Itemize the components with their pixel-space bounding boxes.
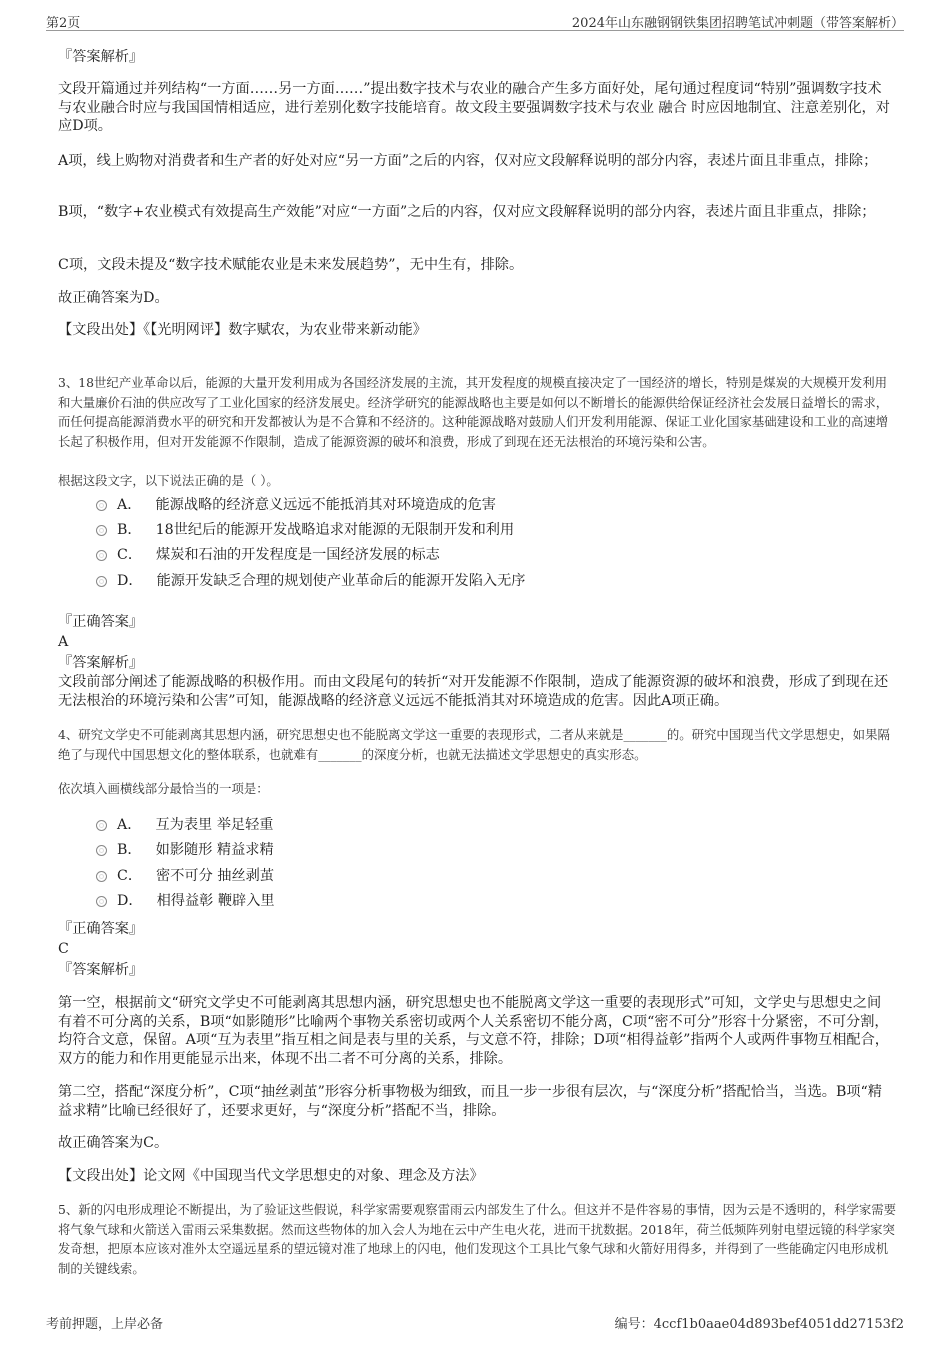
question-stem: 3、18世纪产业革命以后，能源的大量开发利用成为各国经济发展的主流，其开发程度的规模直接决定了一国经济的增长，特别是煤炭的大规模开发利用和大量廉价石油的供应改写了工业化国家的经济发展史。经济学研究的能源战略也主要是如何以不断增长的能源供给保证经济社会发展日益增长的需求，而任何提高能源消费水平的研究和开发都被认为是不合算和不经济的。这种能源战略对鼓励人们开发利用能源、保证工业化国家基础建设和工业的高速增长起了积极作用，但对开发能源不作限制，造成了能源资源的破坏和浪费，形成了到现在还无法根治的环境污染和公害。 (58, 375, 889, 449)
radio-icon[interactable] (96, 576, 107, 587)
radio-icon[interactable] (96, 500, 107, 511)
analysis-paragraph: 第一空，根据前文“研究文学史不可能剥离其思想内涵，研究思想史也不能脱离文学这一重要的表现形式”可知，文学史与思想史之间有着不可分离的关系，B项“如影随形”比喻两个事物关系密切或两个人关系密切不能分离，C项“密不可分”形容十分紧密，不可分割，均符合文意，保留。A项“互为表里”指互相之间是表与里的关系，与文意不符，排除；D项“相得益彰”指两个人或两件事物互相配合，双方的能力和作用更能显示出来，体现不出二者不可分离的关系，排除。 (58, 995, 889, 1067)
option-b[interactable]: B． 18世纪后的能源开发战略追求对能源的无限制开发和利用 (96, 521, 514, 539)
correct-answer: C (58, 941, 69, 957)
page-header (46, 12, 904, 31)
radio-icon[interactable] (96, 871, 107, 882)
document-title: 2024年山东融钢钢铁集团招聘笔试冲刺题（带答案解析） (571, 16, 904, 31)
analysis-label: 『答案解析』 (58, 49, 144, 65)
analysis-paragraph: A项，线上购物对消费者和生产者的好处对应“另一方面”之后的内容，仅对应文段解释说明的部分内容，表述片面且非重点，排除； (58, 153, 878, 169)
radio-icon[interactable] (96, 845, 107, 856)
radio-icon[interactable] (96, 896, 107, 907)
option-a[interactable]: A． 互为表里 举足轻重 (96, 816, 273, 834)
answer-conclusion: 故正确答案为D。 (58, 290, 169, 306)
question-prompt: 依次填入画横线部分最恰当的一项是： (58, 781, 269, 796)
analysis-paragraph: 文段开篇通过并列结构“一方面……另一方面……”提出数字技术与农业的融合产生多方面好处，尾句通过程度词“特别”强调数字技术与农业融合时应与我国国情相适应，进行差别化数字技能培育。故文段主要强调数字技术与农业 融合 时应因地制宜、注意差别化，对应D项。 (58, 81, 890, 134)
answer-conclusion: 故正确答案为C。 (58, 1135, 169, 1151)
analysis-label: 『答案解析』 (58, 962, 144, 978)
document-id: 编号：4ccf1b0aae04d893bef4051dd27153f2 (614, 1317, 904, 1332)
footer-slogan: 考前押题，上岸必备 (46, 1317, 164, 1332)
option-d[interactable]: D． 相得益彰 鞭辟入里 (96, 892, 275, 910)
option-b[interactable]: B． 如影随形 精益求精 (96, 841, 274, 859)
question-prompt: 根据这段文字，以下说法正确的是（ ）。 (58, 473, 279, 488)
analysis-paragraph: C项，文段未提及“数字技术赋能农业是未来发展趋势”，无中生有，排除。 (58, 257, 524, 273)
analysis-paragraph: 第二空，搭配“深度分析”，C项“抽丝剥茧”形容分析事物极为细致，而且一步一步很有层次，与“深度分析”搭配恰当，当选。B项“精益求精”比喻已经很好了，还要求更好，与“深度分析”搭配不当，排除。 (58, 1084, 882, 1119)
correct-answer-label: 『正确答案』 (58, 921, 144, 937)
analysis-label: 『答案解析』 (58, 655, 144, 671)
option-d[interactable]: D． 能源开发缺乏合理的规划使产业革命后的能源开发陷入无序 (96, 572, 525, 590)
page-number: 第2页 (46, 16, 81, 31)
radio-icon[interactable] (96, 525, 107, 536)
correct-answer: A (58, 634, 69, 650)
option-c[interactable]: C． 煤炭和石油的开发程度是一国经济发展的标志 (96, 546, 440, 564)
option-c[interactable]: C． 密不可分 抽丝剥茧 (96, 867, 274, 885)
source-citation: 【文段出处】《【光明网评】数字赋农，为农业带来新动能》 (58, 322, 427, 338)
question-stem: 4、研究文学史不可能剥离其思想内涵，研究思想史也不能脱离文学这一重要的表现形式，二者从来就是_______的。研究中国现当代文学思想史，如果隔绝了与现代中国思想文化的整体联系，也就难有_______的深度分析，也就无法描述文学思想史的真实形态。 (58, 727, 890, 762)
analysis-paragraph: B项，“数字+农业模式有效提高生产效能”对应“一方面”之后的内容，仅对应文段解释说明的部分内容，表述片面且非重点，排除； (58, 204, 876, 220)
analysis-paragraph: 文段前部分阐述了能源战略的积极作用。而由文段尾句的转折“对开发能源不作限制，造成了能源资源的破坏和浪费，形成了到现在还无法根治的环境污染和公害”可知，能源战略的经济意义远远不能抵消其对环境造成的危害。因此A项正确。 (58, 674, 889, 709)
radio-icon[interactable] (96, 550, 107, 561)
correct-answer-label: 『正确答案』 (58, 614, 144, 630)
radio-icon[interactable] (96, 820, 107, 831)
question-stem: 5、新的闪电形成理论不断提出，为了验证这些假说，科学家需要观察雷雨云内部发生了什么。但这并不是件容易的事情，因为云是不透明的，科学家需要将气象气球和火箭送入雷雨云采集数据。然而这些物体的加入会人为地在云中产生电火花，进而干扰数据。2018年，荷兰低频阵列射电望远镜的科学家突发奇想，把原本应该对准外太空遥远星系的望远镜对准了地球上的闪电，他们发现这个工具比气象气球和火箭好用得多，并得到了一些能确定闪电形成机制的关键线索。 (58, 1202, 897, 1276)
option-a[interactable]: A． 能源战略的经济意义远远不能抵消其对环境造成的危害 (96, 496, 496, 514)
source-citation: 【文段出处】论文网《中国现当代文学思想史的对象、理念及方法》 (58, 1168, 484, 1184)
